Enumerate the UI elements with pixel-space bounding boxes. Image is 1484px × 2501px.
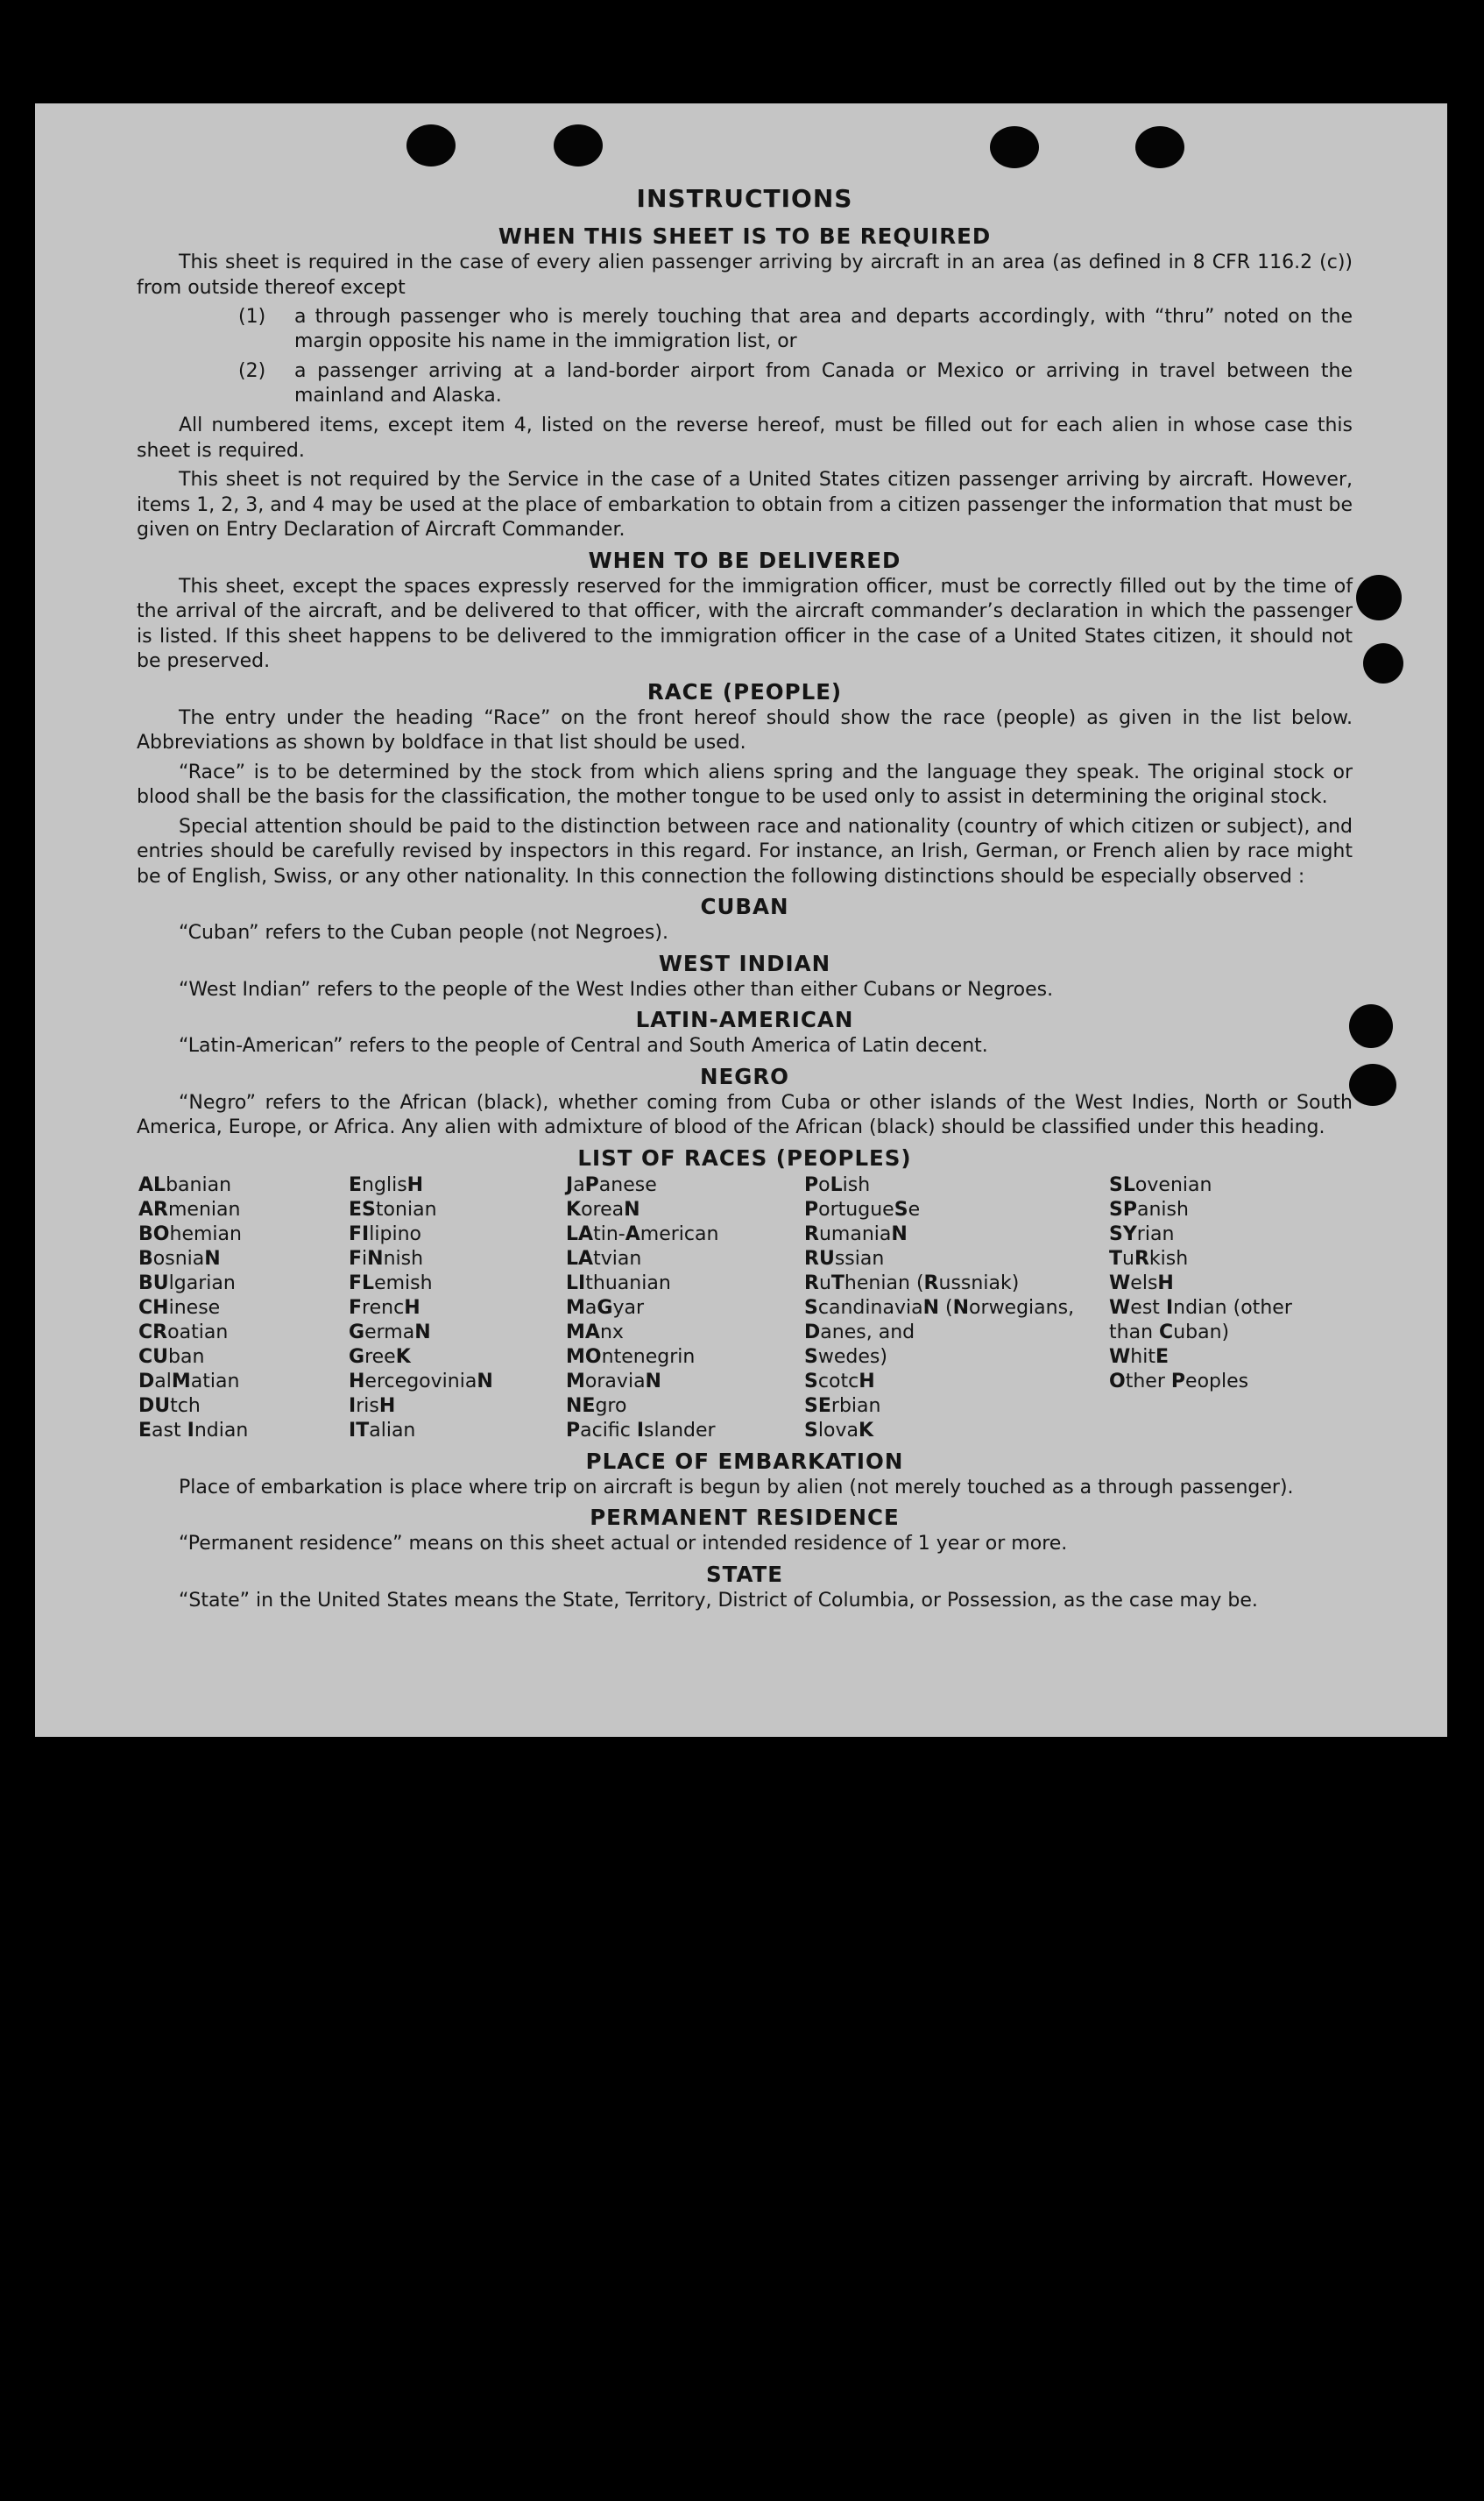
section-heading: RACE (PEOPLE) <box>647 678 843 705</box>
punch-hole <box>406 124 456 166</box>
race-entry: Danes, and <box>804 1321 915 1343</box>
item-number: (1) <box>238 306 266 328</box>
race-entry: Pacifc Islander <box>566 1419 716 1442</box>
race-entry: FiNnish <box>349 1247 424 1270</box>
race-entry: DUtch <box>138 1394 201 1417</box>
punch-hole <box>1363 643 1403 684</box>
paragraph: This sheet is required in the case of every alien passenger arriving by aircraft in an area (as defined in 8 CFR 116.2 (c)) from outside thereof except <box>137 252 1353 299</box>
race-entry: CRoatian <box>138 1321 229 1343</box>
section-heading: PLACE OF EMBARKATION <box>585 1448 904 1474</box>
paragraph: “Permanent residence” means on this sheet actual or intended residence of 1 year or more. <box>179 1533 1068 1555</box>
race-entry: than Cuban) <box>1109 1321 1230 1343</box>
paragraph: Special attention should be paid to the distinction between race and nationality (country of which citizen or subject), and entries should be carefully revised by inspectors in this regard. For instance, an Irish, German, or French alien by race might be of English, Swiss, or any other nationality. In this connection the following distinctions should be especially observed : <box>137 815 1353 888</box>
list-item <box>137 305 1353 354</box>
race-entry: PoLish <box>804 1173 871 1196</box>
race-entry: Swedes) <box>804 1345 887 1368</box>
race-entry: LAtvian <box>566 1247 642 1270</box>
race-entry: SLovenian <box>1109 1173 1212 1196</box>
race-entry: BosniaN <box>138 1247 221 1270</box>
race-entry: EStonian <box>349 1198 437 1221</box>
race-entry: CUban <box>138 1345 205 1368</box>
punch-hole <box>1349 1064 1396 1106</box>
race-entry: SPanish <box>1109 1198 1189 1221</box>
race-entry: PortugueSe <box>804 1198 921 1221</box>
race-entry: DalMatian <box>138 1370 240 1392</box>
race-entry: GermaN <box>349 1321 431 1343</box>
race-entry: NEgro <box>566 1394 627 1417</box>
race-entry: WhitE <box>1109 1345 1170 1368</box>
paragraph: This sheet, except the spaces expressly reserved for the immigration officer, must be correctly filled out by the time of the arrival of the aircraft, and be delivered to that officer, with the aircraft commander’s declaration in which the passenger is listed. If this sheet happens to be delivered to the immigration officer in the case of a United States citizen, it should not be preserved. <box>137 575 1353 672</box>
race-entry: WelsH <box>1109 1272 1174 1294</box>
race-column <box>804 1173 1109 1443</box>
race-entry: LAtin-American <box>566 1222 719 1245</box>
section-heading: NEGRO <box>699 1063 790 1089</box>
race-entry: BOhemian <box>138 1222 242 1245</box>
paragraph: “Race” is to be determined by the stock from which aliens spring and the language they speak. The original stock or blood shall be the basis for the classification, the mother tongue to be used only to assist in determining the original stock. <box>137 761 1353 808</box>
race-entry: ALbanian <box>138 1173 232 1196</box>
race-entry: FLemish <box>349 1272 433 1294</box>
race-entry: RUssian <box>804 1247 885 1270</box>
item-number: (2) <box>238 360 266 382</box>
page-title: INSTRUCTIONS <box>636 184 853 213</box>
race-entry: CHinese <box>138 1296 221 1319</box>
item-text: a through passenger who is merely touching that area and departs accordingly, with “thru” noted on the margin opposite his name in the immigration list, or <box>294 306 1353 352</box>
race-entry: BUlgarian <box>138 1272 236 1294</box>
race-entry: MOntenegrin <box>566 1345 696 1368</box>
item-text: a passenger arriving at a land-border airport from Canada or Mexico or arriving in travel between the mainland and Alaska. <box>294 360 1353 407</box>
race-entry: RumaniaN <box>804 1222 908 1245</box>
paragraph: “Negro” refers to the African (black), whether coming from Cuba or other islands of the West Indies, North or South America, Europe, or Africa. Any alien with admixture of blood of the African (black) should be classified under this heading. <box>137 1091 1353 1138</box>
race-entry: ScandinaviaN (Norwegians, <box>804 1296 1075 1319</box>
section-heading: WHEN TO BE DELIVERED <box>588 547 901 573</box>
race-entry: MAnx <box>566 1321 624 1343</box>
race-entry: Other Peoples <box>1109 1370 1249 1392</box>
paragraph: All numbered items, except item 4, listed on the reverse hereof, must be filled out for each alien in whose case this sheet is required. <box>137 414 1353 462</box>
race-entry: SYrian <box>1109 1222 1175 1245</box>
race-entry: West Indian (other <box>1109 1296 1292 1319</box>
paragraph: Place of embarkation is place where trip on aircraft is begun by alien (not merely touched as a through passenger). <box>179 1476 1294 1498</box>
race-entry: ScotcH <box>804 1370 875 1392</box>
race-entry: JaPanese <box>566 1173 657 1196</box>
paragraph: “West Indian” refers to the people of the West Indies other than either Cubans or Negroes. <box>179 978 1054 1001</box>
race-entry: ARmenian <box>138 1198 241 1221</box>
punch-hole <box>1356 575 1402 620</box>
race-column <box>349 1173 566 1443</box>
race-entry: East Indian <box>138 1419 249 1442</box>
section-heading: WEST INDIAN <box>658 950 831 976</box>
punch-hole <box>990 126 1039 168</box>
section-heading: STATE <box>706 1561 783 1587</box>
section-heading: WHEN THIS SHEET IS TO BE REQUIRED <box>498 223 992 249</box>
race-entry: HercegoviniaN <box>349 1370 493 1392</box>
race-entry: IrisH <box>349 1394 396 1417</box>
list-item <box>137 359 1353 408</box>
section-heading: CUBAN <box>700 894 789 919</box>
section-heading: LIST OF RACES (PEOPLES) <box>577 1144 912 1171</box>
instruction-sheet <box>35 103 1447 1737</box>
punch-hole <box>554 124 603 166</box>
race-entry: FIlipino <box>349 1222 421 1245</box>
race-entry: RuThenian (Russniak) <box>804 1272 1020 1294</box>
paragraph: “State” in the United States means the State, Territory, District of Columbia, or Possession, as the case may be. <box>179 1589 1258 1612</box>
race-column <box>1109 1173 1337 1443</box>
race-entry: SErbian <box>804 1394 881 1417</box>
race-entry: MoraviaN <box>566 1370 661 1392</box>
race-entry: LIthuanian <box>566 1272 671 1294</box>
section-heading: PERMANENT RESIDENCE <box>590 1505 900 1530</box>
race-entry: EnglisH <box>349 1173 424 1196</box>
race-list <box>138 1173 1353 1443</box>
race-entry: FrencH <box>349 1296 420 1319</box>
race-entry: KoreaN <box>566 1198 640 1221</box>
paragraph: “Cuban” refers to the Cuban people (not Negroes). <box>179 922 668 944</box>
race-entry: MaGyar <box>566 1296 645 1319</box>
punch-hole <box>1349 1004 1393 1048</box>
race-column <box>138 1173 349 1443</box>
paragraph: This sheet is not required by the Service in the case of a United States citizen passenger arriving by aircraft. However, items 1, 2, 3, and 4 may be used at the place of embarkation to obtain from a citizen passenger the information that must be given on Entry Declaration of Aircraft Commander. <box>137 469 1353 541</box>
race-entry: ITalian <box>349 1419 416 1442</box>
race-entry: SlovaK <box>804 1419 874 1442</box>
race-entry: GreeK <box>349 1345 411 1368</box>
paragraph: The entry under the heading “Race” on the front hereof should show the race (people) as given in the list below. Abbreviations as shown by boldface in that list should be used. <box>137 706 1353 754</box>
paragraph: “Latin-American” refers to the people of Central and South America of Latin decent. <box>179 1035 988 1057</box>
race-entry: TuRkish <box>1109 1247 1189 1270</box>
race-column <box>566 1173 804 1443</box>
punch-hole <box>1135 126 1184 168</box>
section-heading: LATIN-AMERICAN <box>635 1007 854 1032</box>
